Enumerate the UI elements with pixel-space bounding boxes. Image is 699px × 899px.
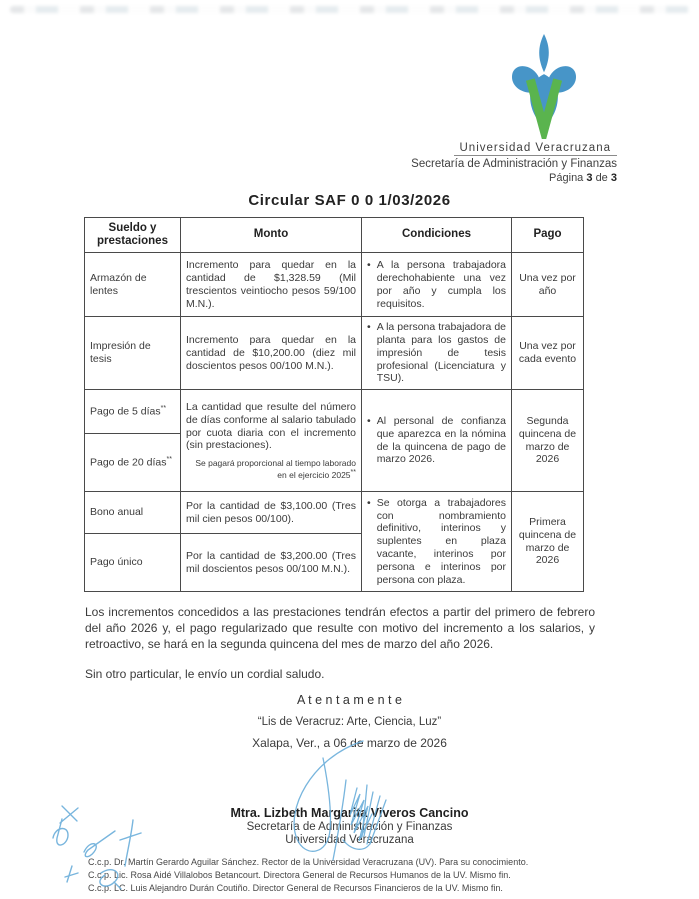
page-of-label: de bbox=[595, 171, 608, 184]
col-header-monto: Monto bbox=[181, 217, 362, 252]
cell-concepto-armazon: Armazón de lentes bbox=[85, 253, 181, 317]
cell-monto-impresion: Incremento para quedar en la cantidad de $10,200.00 (diez mil doscientos pesos 00/100 M.N.). bbox=[181, 317, 362, 390]
bullet-icon: • bbox=[367, 259, 371, 272]
effects-paragraph: Los incrementos concedidos a las prestaciones tendrán efectos a partir del primero de febrero del año 2026 y, el pago regularizado que resulte con motivo del incremento a los salarios, y retroactivo, se hará en la segunda quincena del mes de marzo del año 2026. bbox=[85, 605, 595, 651]
table-row-bono bbox=[85, 492, 584, 534]
closing-salutation: Sin otro particular, le envío un cordial saludo. bbox=[85, 666, 325, 681]
cell-pago-pago-dias: Segunda quincena de marzo de 2026 bbox=[512, 390, 584, 492]
university-motto: “Lis de Veracruz: Arte, Ciencia, Luz” bbox=[257, 715, 442, 728]
footnote-marker: ** bbox=[350, 468, 356, 476]
atentamente-line: A t e n t a m e n t e bbox=[297, 692, 402, 707]
page-indicator bbox=[549, 172, 617, 184]
place-and-date: Xalapa, Ver., a 06 de marzo de 2026 bbox=[252, 735, 447, 750]
cell-concepto-pago5: Pago de 5 días** bbox=[85, 390, 181, 434]
cell-concepto-impresion: Impresión de tesis bbox=[85, 317, 181, 390]
letterhead-university-name: Universidad Veracruzana bbox=[454, 141, 618, 156]
letterhead-secretariat: Secretaría de Administración y Finanzas bbox=[411, 157, 617, 170]
table-row-armazon bbox=[85, 253, 584, 317]
footnote-marker: ** bbox=[160, 405, 167, 413]
universidad-veracruzana-logo-icon bbox=[503, 34, 585, 139]
cell-concepto-bono: Bono anual bbox=[85, 492, 181, 534]
signatory-institution: Universidad Veracruzana bbox=[285, 833, 414, 846]
ccp-line-recursos-humanos: C.c.p. Lic. Rosa Aidé Villalobos Betancourt. Directora General de Recursos Humanos de la UV. Mismo fin. bbox=[88, 869, 511, 880]
cell-pago-armazon: Una vez por año bbox=[512, 253, 584, 317]
signature-block bbox=[0, 750, 699, 846]
cell-monto-bono: Por la cantidad de $3,100.00 (Tres mil cien pesos 00/100). bbox=[181, 492, 362, 534]
cell-condiciones-pago-dias: • Al personal de confianza que aparezca en la nómina de la quincena de pago de marzo 2026. bbox=[362, 390, 512, 492]
cell-condiciones-bono-unico: • Se otorga a trabajadores con nombramiento definitivo, interinos y suplentes en plaza vacante, interinos por persona e interinos por persona con plaza. bbox=[362, 492, 512, 592]
table-header-row bbox=[85, 217, 584, 252]
signatory-name: Mtra. Lizbeth Margarita Viveros Cancino bbox=[230, 805, 469, 820]
cell-condiciones-impresion: • A la persona trabajadora de planta para los gastos de impresión de tesis profesional (Licenciatura y TSU). bbox=[362, 317, 512, 390]
page-number: 3 bbox=[586, 171, 593, 184]
ccp-list bbox=[88, 856, 699, 895]
page-label: Página bbox=[549, 171, 584, 184]
letterhead bbox=[0, 0, 699, 184]
cell-pago-bono-unico: Primera quincena de marzo de 2026 bbox=[512, 492, 584, 592]
prestaciones-table bbox=[84, 217, 584, 592]
col-header-condiciones: Condiciones bbox=[362, 217, 512, 252]
cell-monto-pago-dias: La cantidad que resulte del número de días conforme al salario tabulado por cuota diaria con el incremento (sin prestaciones). Se pagará proporcional al tiempo laborado en el ejercicio 2025** bbox=[181, 390, 362, 492]
table-row-pago5 bbox=[85, 390, 584, 434]
ccp-line-rector: C.c.p. Dr. Martín Gerardo Aguilar Sánchez. Rector de la Universidad Veracruzana (UV). Para su conocimiento. bbox=[88, 856, 529, 867]
cell-pago-impresion: Una vez por cada evento bbox=[512, 317, 584, 390]
monto-proporcional-note: Se pagará proporcional al tiempo laborado en el ejercicio 2025** bbox=[195, 458, 356, 480]
scan-bleed-artifact bbox=[10, 6, 689, 13]
signatory-title: Secretaría de Administración y Finanzas bbox=[246, 820, 453, 833]
bullet-icon: • bbox=[367, 321, 371, 334]
table-row-impresion bbox=[85, 317, 584, 390]
footnote-marker: ** bbox=[166, 456, 172, 464]
bullet-icon: • bbox=[367, 415, 371, 428]
ccp-line-recursos-financieros: C.c.p. LC. Luis Alejandro Durán Coutiño. Director General de Recursos Financieros de la UV. Mismo fin. bbox=[88, 882, 503, 893]
cell-condiciones-armazon: • A la persona trabajadora derechohabiente una vez por año y cumpla los requisitos. bbox=[362, 253, 512, 317]
col-header-pago: Pago bbox=[512, 217, 584, 252]
cell-concepto-pago20: Pago de 20 días** bbox=[85, 434, 181, 492]
circular-title: Circular SAF 0 0 1/03/2026 bbox=[248, 191, 451, 209]
cell-concepto-pago-unico: Pago único bbox=[85, 534, 181, 592]
cell-monto-pago-unico: Por la cantidad de $3,200.00 (Tres mil doscientos pesos 00/100 M.N.). bbox=[181, 534, 362, 592]
page-total: 3 bbox=[610, 171, 617, 184]
cell-monto-armazon: Incremento para quedar en la cantidad de $1,328.59 (Mil trescientos veintiocho pesos 59/100 M.N.). bbox=[181, 253, 362, 317]
bullet-icon: • bbox=[367, 496, 371, 509]
col-header-sueldo: Sueldo y prestaciones bbox=[85, 217, 181, 252]
